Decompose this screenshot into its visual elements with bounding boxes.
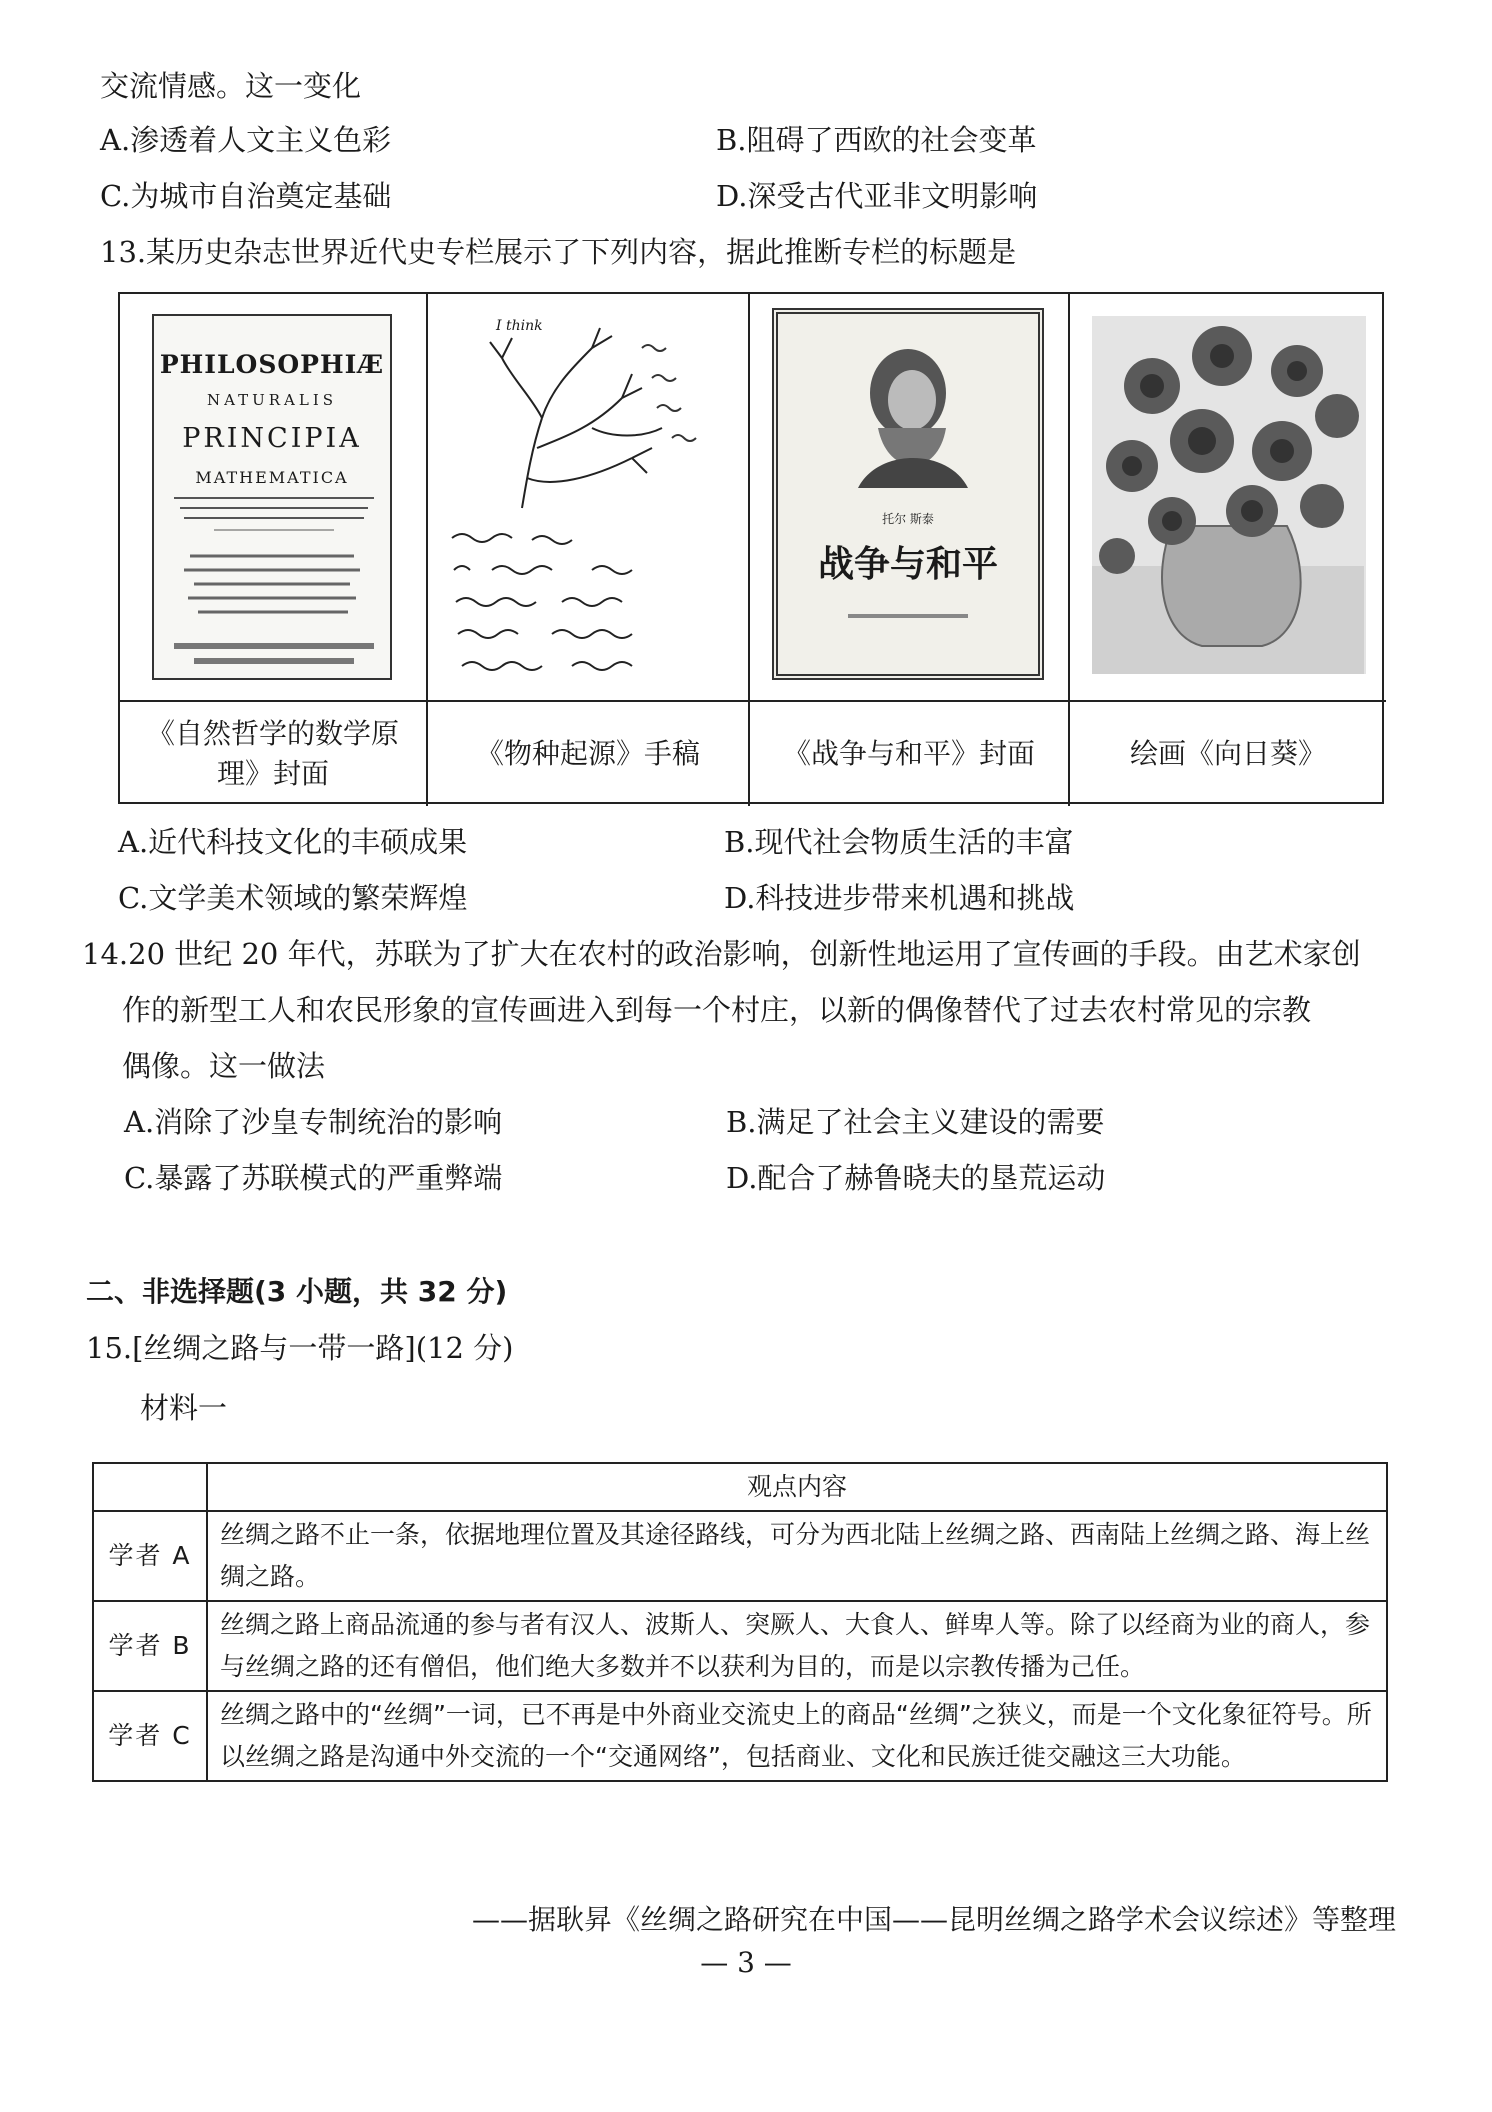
war-and-peace-title: 战争与和平 xyxy=(817,544,998,585)
q12-option-a[interactable]: A.渗透着人文主义色彩 xyxy=(100,123,392,157)
table-row xyxy=(93,1691,1387,1781)
scholar-b-view: 丝绸之路上商品流通的参与者有汉人、波斯人、突厥人、大食人、鲜卑人等。除了以经商为业的商人，参与丝绸之路的还有僧侣，他们绝大多数并不以获利为目的，而是以宗教传播为己任。 xyxy=(207,1601,1387,1691)
q13-image-table xyxy=(118,292,1384,804)
sunflowers-painting-image xyxy=(1092,316,1366,674)
scholar-views-table xyxy=(92,1462,1388,1782)
principia-title-line-3: PRINCIPIA xyxy=(182,423,362,454)
q12-option-d[interactable]: D.深受古代亚非文明影响 xyxy=(716,179,1038,213)
sunflowers-painting-cell xyxy=(1070,294,1386,702)
origin-caption: 《物种起源》手稿 xyxy=(428,702,750,806)
q14-stem-line-2: 作的新型工人和农民形象的宣传画进入到每一个村庄，以新的偶像替代了过去农村常见的宗教 xyxy=(122,993,1312,1027)
origin-manuscript-header: I think xyxy=(496,318,543,334)
q14-stem-line-3: 偶像。这一做法 xyxy=(122,1049,326,1083)
origin-manuscript-cell xyxy=(428,294,750,702)
principia-cover-cell xyxy=(120,294,428,702)
principia-title-line-2: NATURALIS xyxy=(206,391,338,409)
q14-option-d[interactable]: D.配合了赫鲁晓夫的垦荒运动 xyxy=(726,1161,1106,1195)
war-and-peace-author: 托尔 斯泰 xyxy=(882,512,934,526)
q13-option-b[interactable]: B.现代社会物质生活的丰富 xyxy=(724,825,1074,859)
q14-option-b[interactable]: B.满足了社会主义建设的需要 xyxy=(726,1105,1105,1139)
scholar-c-view: 丝绸之路中的“丝绸”一词，已不再是中外商业交流史上的商品“丝绸”之狭义，而是一个文化象征符号。所以丝绸之路是沟通中外交流的一个“交通网络”，包括商业、文化和民族迁徙交融这三大功能。 xyxy=(207,1691,1387,1781)
q15-title: 15.[丝绸之路与一带一路](12 分) xyxy=(86,1331,514,1365)
sunflowers-caption: 绘画《向日葵》 xyxy=(1129,737,1326,770)
material-1-label: 材料一 xyxy=(140,1391,228,1425)
war-and-peace-cover-cell xyxy=(750,294,1070,702)
q12-stem-tail: 交流情感。这一变化 xyxy=(100,69,362,103)
q14-stem-line-1: 14.20 世纪 20 年代，苏联为了扩大在农村的政治影响，创新性地运用了宣传画的手段。由艺术家创 xyxy=(82,937,1361,971)
q12-option-b[interactable]: B.阻碍了西欧的社会变革 xyxy=(716,123,1037,157)
publisher-line xyxy=(848,614,968,618)
principia-title-line-4: MATHEMATICA xyxy=(195,468,349,487)
scholar-a-name: 学者 A xyxy=(93,1511,207,1601)
q12-option-c[interactable]: C.为城市自治奠定基础 xyxy=(100,179,392,213)
q13-stem: 13.某历史杂志世界近代史专栏展示了下列内容，据此推断专栏的标题是 xyxy=(100,235,1017,269)
q14-option-c[interactable]: C.暴露了苏联模式的严重弊端 xyxy=(124,1161,503,1195)
scholar-c-name: 学者 C xyxy=(93,1691,207,1781)
principia-title-line-1: PHILOSOPHIÆ xyxy=(159,350,385,379)
sunflowers-vase xyxy=(1092,316,1364,674)
scholar-a-view: 丝绸之路不止一条，依据地理位置及其途径路线，可分为西北陆上丝绸之路、西南陆上丝绸之路、海上丝绸之路。 xyxy=(207,1511,1387,1601)
q13-option-c[interactable]: C.文学美术领域的繁荣辉煌 xyxy=(118,881,468,915)
origin-manuscript-image xyxy=(442,308,734,686)
material-source: ——据耿昇《丝绸之路研究在中国——昆明丝绸之路学术会议综述》等整理 xyxy=(471,1903,1396,1936)
table-header-row xyxy=(93,1463,1387,1511)
principia-cover-image xyxy=(152,314,392,680)
q13-option-a[interactable]: A.近代科技文化的丰硕成果 xyxy=(118,825,468,859)
scholar-b-name: 学者 B xyxy=(93,1601,207,1691)
war-and-peace-cover-image xyxy=(772,308,1044,680)
table-header-views: 观点内容 xyxy=(207,1463,1387,1511)
table-header-empty xyxy=(93,1463,207,1511)
tree-of-life-sketch xyxy=(442,308,736,688)
q13-option-d[interactable]: D.科技进步带来机遇和挑战 xyxy=(724,881,1075,915)
tolstoy-portrait xyxy=(828,338,988,488)
table-row xyxy=(93,1601,1387,1691)
page-number: — 3 — xyxy=(700,1946,792,1979)
section-2-heading: 二、非选择题(3 小题，共 32 分) xyxy=(86,1275,508,1308)
war-and-peace-caption: 《战争与和平》封面 xyxy=(750,702,1070,806)
table-row xyxy=(93,1511,1387,1601)
principia-text-lines xyxy=(154,316,394,682)
q14-option-a[interactable]: A.消除了沙皇专制统治的影响 xyxy=(124,1105,503,1139)
principia-caption: 《自然哲学的数学原理》封面 xyxy=(120,702,428,806)
